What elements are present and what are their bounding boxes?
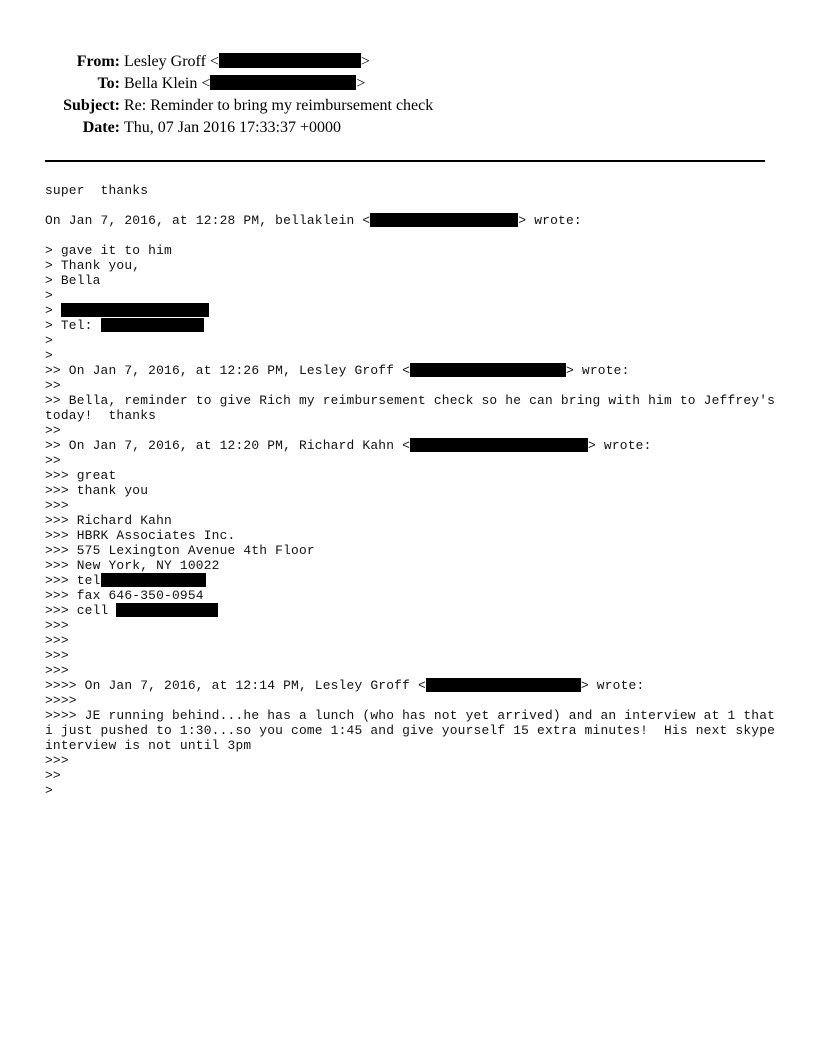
redaction-block: [101, 573, 206, 587]
date-row: [0, 117, 816, 139]
email-body: [45, 183, 775, 798]
body-line: super thanks: [45, 183, 149, 198]
redaction-block: [219, 53, 361, 68]
body-line: >>>: [45, 753, 69, 768]
body-line: > Thank you,: [45, 258, 141, 273]
body-line: >>>>: [45, 693, 77, 708]
body-line: >>> 575 Lexington Avenue 4th Floor: [45, 543, 315, 558]
subject-row: [0, 95, 816, 117]
to-row: [0, 73, 816, 95]
body-line: >>> thank you: [45, 483, 149, 498]
quote-attribution: >> On Jan 7, 2016, at 12:26 PM, Lesley Groff < > wrote:: [45, 363, 630, 378]
header-divider: [45, 160, 765, 162]
from-suffix: >: [360, 53, 370, 70]
body-line: >>>> JE running behind...he has a lunch (who has not yet arrived) and an interview at 1 that: [45, 708, 776, 723]
body-line: >>>: [45, 498, 69, 513]
body-line: >>>: [45, 633, 69, 648]
to-suffix: >: [356, 75, 366, 92]
subject-label: Subject:: [63, 97, 120, 114]
body-line: >>> great: [45, 468, 117, 483]
from-label: From:: [76, 53, 120, 70]
body-line: >>> New York, NY 10022: [45, 558, 220, 573]
from-row: [0, 51, 816, 73]
body-line: i just pushed to 1:30...so you come 1:45 and give yourself 15 extra minutes! His next skype: [45, 723, 776, 738]
quote-attribution: >>>> On Jan 7, 2016, at 12:14 PM, Lesley Groff < > wrote:: [45, 678, 645, 693]
body-line: >>>: [45, 618, 69, 633]
quote-attribution: On Jan 7, 2016, at 12:28 PM, bellaklein < > wrote:: [45, 213, 582, 228]
body-line: >>> tel: [45, 573, 775, 588]
body-line: today! thanks: [45, 408, 157, 423]
body-line: interview is not until 3pm: [45, 738, 252, 753]
body-line: >: [45, 288, 53, 303]
body-line: >>>: [45, 663, 69, 678]
redaction-block: [426, 678, 581, 692]
body-line: >>> HBRK Associates Inc.: [45, 528, 236, 543]
redaction-block: [210, 75, 356, 90]
from-value: Lesley Groff <: [124, 53, 219, 70]
body-line: >>> fax 646-350-0954: [45, 588, 204, 603]
redaction-block: [410, 363, 566, 377]
body-line: >>> cell: [45, 603, 775, 618]
date-label: Date:: [82, 119, 120, 136]
body-line: >: [45, 348, 53, 363]
quote-attribution: >> On Jan 7, 2016, at 12:20 PM, Richard Kahn < > wrote:: [45, 438, 652, 453]
redaction-block: [101, 318, 204, 332]
body-line: >>: [45, 378, 61, 393]
body-line: >> Bella, reminder to give Rich my reimbursement check so he can bring with him to Jeffrey's: [45, 393, 776, 408]
redaction-block: [116, 603, 218, 617]
body-line: >: [45, 333, 53, 348]
body-line: >: [45, 783, 53, 798]
body-line: >>: [45, 453, 61, 468]
date-value: Thu, 07 Jan 2016 17:33:37 +0000: [124, 119, 342, 136]
body-line: >>>: [45, 648, 69, 663]
to-label: To:: [97, 75, 120, 92]
redaction-block: [410, 438, 588, 452]
to-value: Bella Klein <: [124, 75, 211, 92]
subject-value: Re: Reminder to bring my reimbursement check: [124, 97, 434, 114]
body-line: > gave it to him: [45, 243, 172, 258]
body-line: >>> Richard Kahn: [45, 513, 172, 528]
email-header: [0, 51, 816, 139]
redaction-block: [370, 213, 518, 227]
redaction-block: [61, 303, 209, 317]
body-line: >>: [45, 423, 61, 438]
body-line: > Bella: [45, 273, 101, 288]
body-line: >>: [45, 768, 61, 783]
body-line: > Tel:: [45, 318, 775, 333]
body-line: >: [45, 303, 775, 318]
